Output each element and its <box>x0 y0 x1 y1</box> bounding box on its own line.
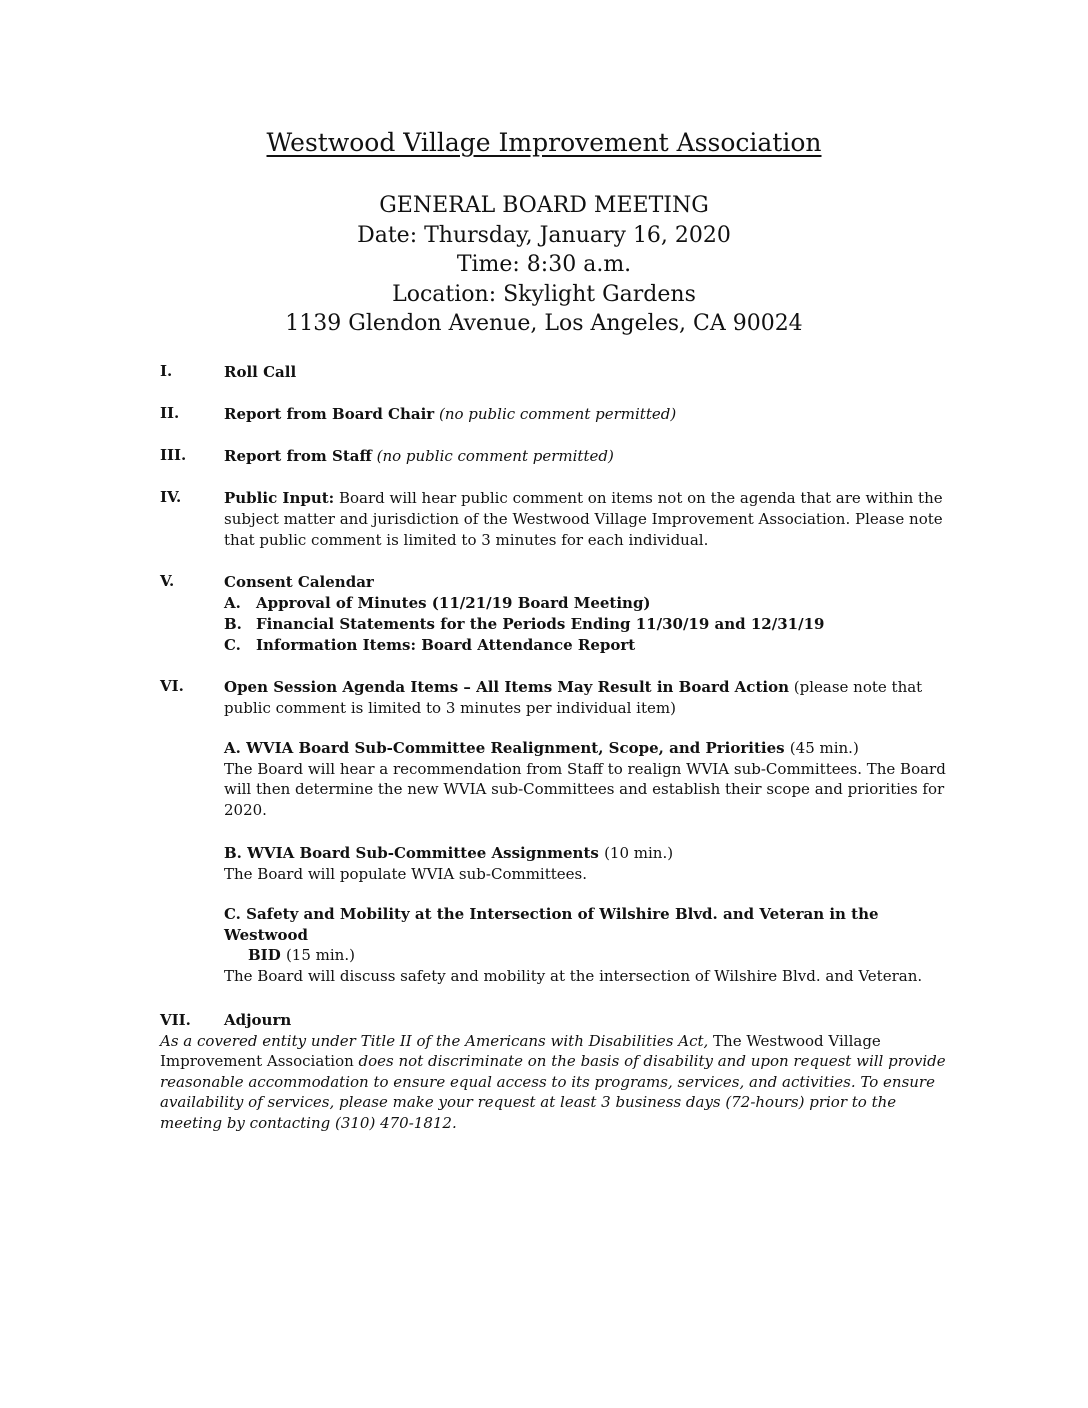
consent-letter: A. <box>224 594 241 612</box>
item-title: Open Session Agenda Items – All Items May Result in Board Action <box>224 678 789 696</box>
open-item-description: The Board will discuss safety and mobility at the intersection of Wilshire Blvd. and Veteran. <box>224 966 923 985</box>
open-item-title: C. Safety and Mobility at the Intersection of Wilshire Blvd. and Veteran in the Westwood <box>224 905 879 944</box>
consent-item <box>224 635 949 656</box>
item-note: (please note that public comment is limited to 3 minutes per individual item) <box>224 678 923 717</box>
open-item-duration: (10 min.) <box>604 844 674 862</box>
consent-item <box>224 614 949 635</box>
item-numeral: II. <box>160 404 180 422</box>
consent-letter: C. <box>224 636 241 654</box>
open-item-title-cont: BID <box>248 946 281 964</box>
consent-text: Information Items: Board Attendance Report <box>256 636 636 654</box>
meeting-location: Location: Skylight Gardens <box>392 281 696 307</box>
item-title: Roll Call <box>224 363 297 381</box>
item-note: (no public comment permitted) <box>376 447 614 465</box>
item-numeral: VI. <box>160 677 184 695</box>
meeting-type: GENERAL BOARD MEETING <box>379 193 709 218</box>
open-item-title: A. WVIA Board Sub-Committee Realignment, Scope, and Priorities <box>224 739 785 757</box>
open-session-item <box>224 843 949 884</box>
consent-list <box>224 593 949 656</box>
meeting-header <box>0 191 1088 339</box>
item-title: Report from Staff <box>224 447 372 465</box>
ada-notice-org: The Westwood Village Improvement Association <box>160 1031 881 1070</box>
open-item-heading <box>224 904 949 945</box>
open-session-item <box>224 904 949 986</box>
open-session-item <box>224 738 949 820</box>
consent-letter: B. <box>224 615 242 633</box>
item-title: Consent Calendar <box>224 573 374 591</box>
item-numeral: VII. <box>160 1011 191 1029</box>
organization-title: Westwood Village Improvement Association <box>266 128 822 157</box>
item-numeral: III. <box>160 446 187 464</box>
open-item-heading-cont <box>224 945 949 966</box>
consent-item <box>224 593 949 614</box>
item-text: Board will hear public comment on items not on the agenda that are within the subject matter and jurisdiction of the Westwood Village Improvement Association. Please note that public comment is limited to 3 minutes for each individual. <box>224 489 943 549</box>
meeting-time: Time: 8:30 a.m. <box>456 252 632 277</box>
open-item-duration: (45 min.) <box>789 739 859 757</box>
ada-notice-part1: As a covered entity under Title II of the Americans with Disabilities Act, <box>160 1031 709 1050</box>
open-item-title: B. WVIA Board Sub-Committee Assignments <box>224 844 599 862</box>
item-title: Report from Board Chair <box>224 405 435 423</box>
meeting-address: 1139 Glendon Avenue, Los Angeles, CA 90024 <box>285 311 803 336</box>
open-item-description: The Board will hear a recommendation from Staff to realign WVIA sub-Committees. The Board will then determine the new WVIA sub-Committees and establish their scope and priorities for 2020. <box>224 759 946 819</box>
meeting-date: Date: Thursday, January 16, 2020 <box>357 222 731 248</box>
open-item-heading <box>224 738 949 759</box>
consent-text: Financial Statements for the Periods Ending 11/30/19 and 12/31/19 <box>256 615 825 633</box>
agenda-item-adjourn <box>160 1010 960 1133</box>
item-numeral: I. <box>160 362 173 380</box>
consent-text: Approval of Minutes (11/21/19 Board Meeting) <box>256 594 651 612</box>
item-title: Adjourn <box>224 1011 292 1029</box>
item-numeral: IV. <box>160 488 182 506</box>
ada-notice-part2: does not discriminate on the basis of disability and upon request will provide reasonable accommodation to ensure equal access to its programs, services, and activities. To ensure availability of services, please make your request at least 3 business days (72-hours) prior to the meeting by contacting (310) 470-1812. <box>160 1052 946 1132</box>
open-item-heading <box>224 843 949 864</box>
open-item-duration: (15 min.) <box>285 946 355 964</box>
open-item-description: The Board will populate WVIA sub-Committees. <box>224 864 587 883</box>
ada-notice <box>160 1031 960 1134</box>
item-numeral: V. <box>160 572 175 590</box>
adjourn-heading <box>160 1010 960 1031</box>
item-note: (no public comment permitted) <box>438 405 677 423</box>
item-title: Public Input: <box>224 489 335 507</box>
